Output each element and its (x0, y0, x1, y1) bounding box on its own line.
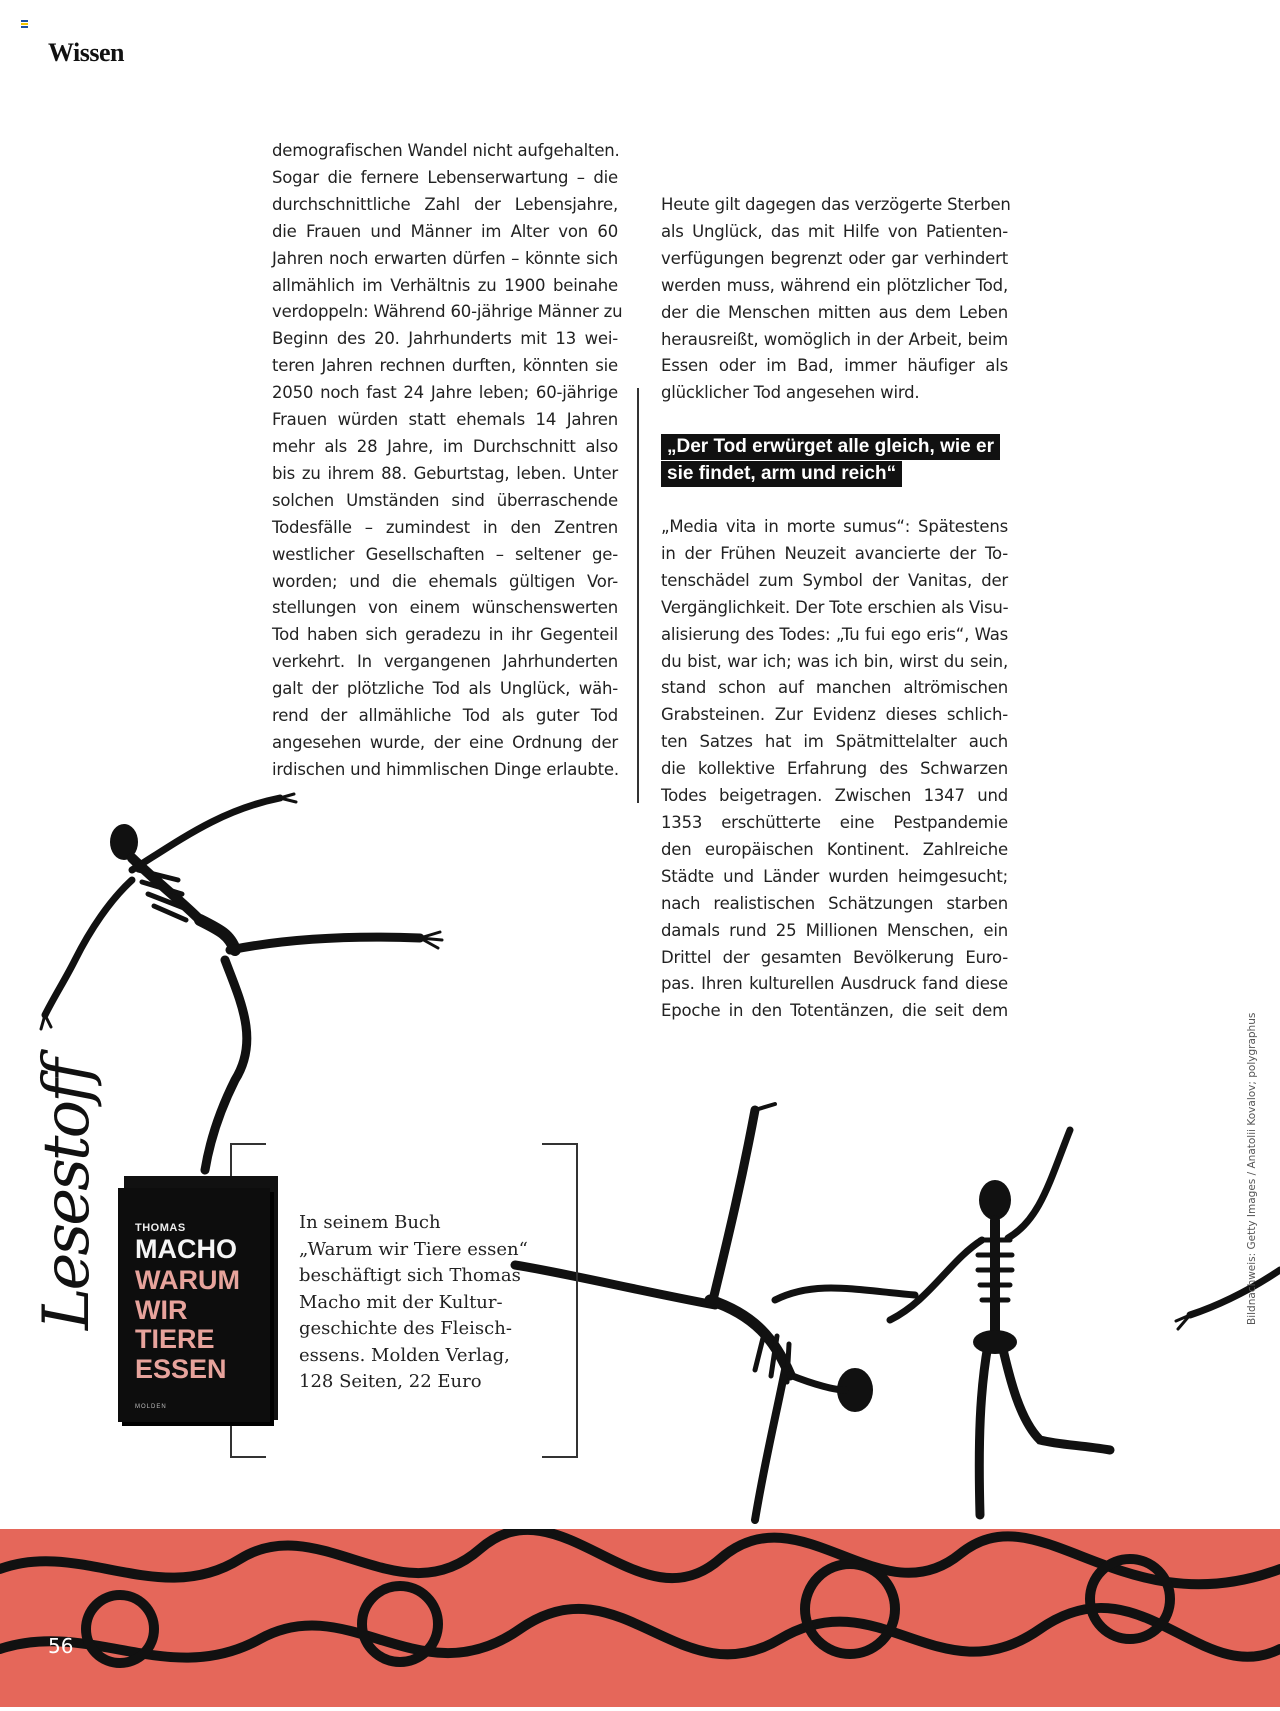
text-line: Frauen würden statt ehemals 14 Jahren (272, 410, 618, 430)
text-line: teren Jahren rechnen durften, könnten sie (272, 356, 618, 376)
flag-stripe (21, 26, 28, 28)
text-line: worden; und die ehemals gültigen Vor- (272, 571, 618, 591)
text-line: „Warum wir Tiere essen“ (299, 1238, 528, 1260)
book-title-line: WARUM (135, 1265, 240, 1295)
text-line: 2050 noch fast 24 Jahre leben; 60-jährige (272, 383, 618, 403)
book-title-line: WIR (135, 1294, 188, 1325)
article-column-left (272, 138, 623, 784)
text-line: Epoche in den Totentänzen, die seit dem (661, 1001, 1008, 1021)
text-line: ten Satzes hat im Spätmittelalter auch (661, 732, 1008, 752)
text-line: essens. Molden Verlag, (299, 1344, 510, 1366)
photo-credit: Bildnachweis: Getty Images / Anatolii Kovalov; polygraphus (1246, 1012, 1258, 1325)
text-line: als Unglück, das mit Hilfe von Patienten- (661, 221, 1008, 241)
book-title-line: ESSEN (135, 1353, 227, 1384)
text-line: die kollektive Erfahrung des Schwarzen (661, 759, 1008, 779)
skeleton-partial-illustration (1170, 1270, 1280, 1350)
text-line: Essen oder im Bad, immer häufiger als (661, 356, 1008, 376)
text-line: durchschnittliche Zahl der Lebensjahre, (272, 194, 618, 214)
text-line: Heute gilt dagegen das verzögerte Sterben (661, 195, 1011, 214)
text-line: mehr als 28 Jahre, im Durchschnitt also (272, 436, 618, 456)
text-line: Städte und Länder wurden heimgesucht; (661, 866, 1008, 886)
text-line: bis zu ihrem 88. Geburtstag, leben. Unter (272, 463, 618, 483)
text-line: Todesfälle – zumindest in den Zentren (272, 517, 618, 537)
text-line: beschäftigt sich Thomas (299, 1265, 521, 1286)
skeleton-waving-illustration (870, 1120, 1120, 1530)
text-line: stand schon auf manchen altrömischen (661, 678, 1008, 698)
text-line: in der Frühen Neuzeit avancierte der To- (661, 543, 1008, 563)
text-line: 1353 erschütterte eine Pestpandemie (661, 812, 1008, 832)
text-line: verkehrt. In vergangenen Jahrhunderten (272, 652, 618, 672)
text-line: westlicher Gesellschaften – seltener ge- (272, 544, 618, 564)
reading-tip-label: Lesestoff (30, 1061, 104, 1330)
page-number: 56 (48, 1634, 74, 1658)
section-title: Wissen (48, 38, 124, 67)
text-line: galt der plötzliche Tod als Unglück, wäh- (272, 679, 618, 699)
text-line: irdischen und himmlischen Dinge erlaubte. (272, 759, 619, 779)
book-description (299, 1210, 534, 1396)
text-line: glücklicher Tod angesehen wird. (661, 383, 920, 403)
text-line: Jahren noch erwarten dürfen – könnte sich (272, 248, 618, 268)
text-line: verfügungen begrenzt oder gar verhindert (661, 248, 1008, 268)
text-line: werden muss, während ein plötzlicher Tod, (661, 275, 1008, 295)
text-line: die Frauen und Männer im Alter von 60 (272, 221, 618, 241)
text-line: geschichte des Fleisch- (299, 1318, 512, 1339)
pull-quote-line: „Der Tod erwürget alle gleich, wie er (661, 434, 1000, 460)
text-line: In seinem Buch (299, 1212, 441, 1233)
book-cover-title (135, 1266, 265, 1384)
book-author-first-name: THOMAS (135, 1222, 186, 1234)
skeleton-pattern-icon (0, 1529, 1280, 1707)
text-line: verdoppeln: Während 60-jährige Männer zu (272, 302, 623, 322)
text-line: der die Menschen mitten aus dem Leben (661, 302, 1008, 322)
flag-stripe (21, 23, 28, 25)
flag-stripe (21, 20, 28, 22)
brand-flag-icon (21, 20, 28, 27)
text-line: alisierung des Todes: „Tu fui ego eris“, Was (661, 624, 1008, 644)
text-line: allmählich im Verhältnis zu 1900 beinahe (272, 275, 618, 295)
text-line: den europäischen Kontinent. Zahlreiche (661, 839, 1008, 859)
book-publisher-logo: MOLDEN (135, 1404, 167, 1410)
text-line: solchen Umständen sind überraschende (272, 490, 618, 510)
text-line: Macho mit der Kultur- (299, 1291, 503, 1313)
text-line: angesehen wurde, der eine Ordnung der (272, 732, 618, 752)
text-line: Grabsteinen. Zur Evidenz dieses schlich- (661, 705, 1008, 725)
text-line: Sogar die fernere Lebenserwartung – die (272, 167, 618, 187)
text-line: tenschädel zum Symbol der Vanitas, der (661, 570, 1008, 590)
text-line: stellungen von einem wünschenswerten (272, 598, 618, 618)
text-line: Todes beigetragen. Zwischen 1347 und (661, 786, 1008, 806)
pull-quote-line: sie findet, arm und reich“ (661, 461, 902, 487)
text-line: demografischen Wandel nicht aufgehalten. (272, 141, 620, 160)
text-line: nach realistischen Schätzungen starben (661, 893, 1008, 913)
skeleton-pattern-band (0, 1529, 1280, 1707)
column-divider (637, 388, 639, 803)
text-line: Beginn des 20. Jahrhunderts mit 13 wei- (272, 329, 618, 349)
text-line: damals rund 25 Millionen Menschen, ein (661, 920, 1008, 940)
text-line: herausreißt, womöglich in der Arbeit, beim (661, 329, 1008, 349)
article-column-right-bottom (661, 514, 1008, 1025)
text-line: pas. Ihren kulturellen Ausdruck fand diese (661, 974, 1008, 994)
text-line: Drittel der gesamten Bevölkerung Euro- (661, 947, 1008, 967)
book-title-line: TIERE (135, 1324, 215, 1354)
text-line: 128 Seiten, 22 Euro (299, 1371, 482, 1392)
text-line: Vergänglichkeit. Der Tote erschien als Visu- (661, 597, 1009, 617)
text-line: „Media vita in morte sumus“: Spätestens (661, 517, 1008, 536)
pull-quote (661, 433, 1001, 487)
text-line: Tod haben sich geradezu in ihr Gegenteil (272, 625, 618, 645)
text-line: du bist, war ich; was ich bin, wirst du sein, (661, 651, 1008, 671)
article-column-right-top (661, 192, 1011, 407)
book-author-last-name: MACHO (135, 1234, 237, 1264)
box-bracket-right (542, 1143, 578, 1458)
text-line: rend der allmähliche Tod als guter Tod (272, 706, 618, 726)
